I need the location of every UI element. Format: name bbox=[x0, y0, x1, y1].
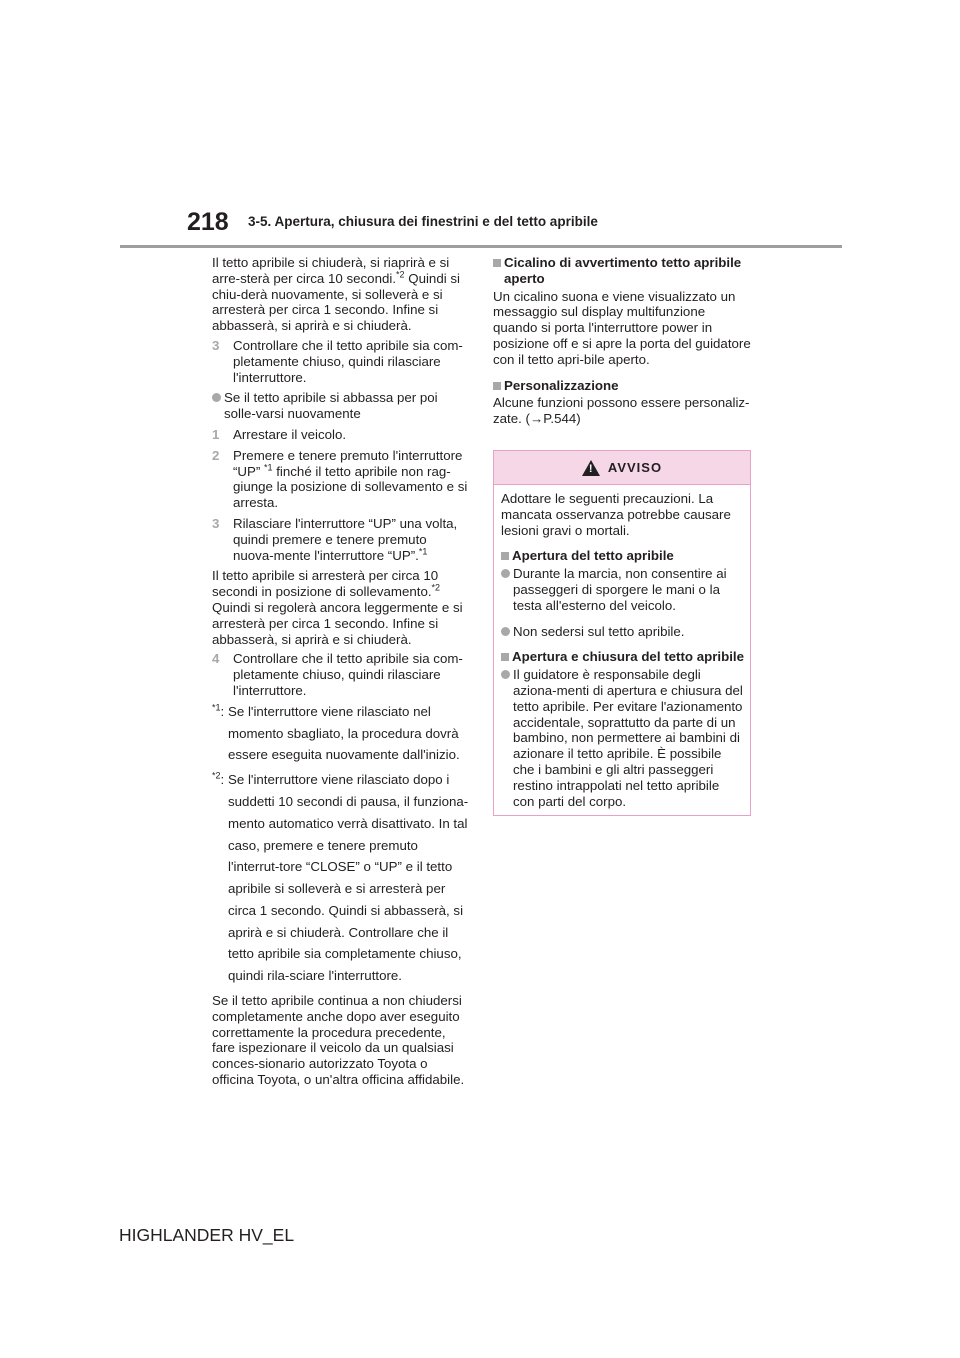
step-number: 1 bbox=[212, 426, 220, 442]
footer-model: HIGHLANDER HV_EL bbox=[119, 1225, 295, 1245]
warning-bullet-3: Il guidatore è responsabile degli aziona-menti di apertura e chiusura del tetto apribile. Per evitare l'azionamento accidentale, soprattutto da parte di un bambino, non permettere ai bambini di azionare il tetto apribile. È possibile che i bambini e gli altri passeggeri restino intrappolati nel tetto apribile con parti del corpo. bbox=[501, 667, 744, 809]
warning-heading-2: Apertura e chiusura del tetto apribile bbox=[501, 649, 744, 665]
footnote-mark: *2 bbox=[212, 770, 221, 781]
footnote-text: Se l'interruttore viene rilasciato dopo i suddetti 10 secondi di pausa, il funziona-mento automatico verrà disattivato. In tal caso, premere e tenere premuto l'interrut-tore “CLOSE” o “UP” e il tetto apribile si solleverà e si arresterà per circa 1 secondo. Quindi si abbasserà, si aprirà e si chiuderà. Controllare che il tetto apribile sia completamente chiuso, quindi rila-sciare l'interruttore. bbox=[228, 772, 469, 984]
customization-paragraph: Alcune funzioni possono essere personaliz-zate. (→P.544) bbox=[493, 395, 750, 427]
warning-heading-1: Apertura del tetto apribile bbox=[501, 548, 744, 564]
warning-label: AVVISO bbox=[607, 460, 663, 475]
step-number: 2 bbox=[212, 447, 220, 463]
bullet-dot-icon bbox=[501, 624, 513, 640]
footnote-2: $^{*2}$: Se l'interruttore viene rilasciato dopo i suddetti 10 secondi di pausa, il funziona-mento automatico verrà disattivato. In tal caso, premere e tenere premuto l'interrut-tore “CLOSE” o “UP” e il tetto apribile si solleverà e si arresterà per circa 1 secondo. Quindi si abbasserà, si aprirà e si chiuderà. Controllare che il tetto apribile sia completamente chiuso, quindi rila-sciare l'interruttore. bbox=[212, 772, 470, 987]
footnote-mark: *1 bbox=[212, 702, 221, 713]
square-bullet-icon bbox=[493, 378, 504, 394]
step-text: Premere e tenere premuto l'interruttore “UP” $^{*1}$ finché il tetto apribile non rag-giunge la posizione di sollevamento e si arresta. bbox=[233, 447, 468, 511]
buzzer-paragraph: Un cicalino suona e viene visualizzato un messaggio sul display multifunzione quando si porta l'interruttore power in posizione off e si apre la porta del guidatore con il tetto apri-bile aperto. bbox=[493, 288, 751, 367]
warning-intro: Adottare le seguenti precauzioni. La mancata osservanza potrebbe causare lesioni gravi o mortali. bbox=[501, 491, 731, 538]
warning-box bbox=[493, 450, 751, 816]
square-bullet-icon bbox=[501, 548, 512, 564]
square-bullet-icon bbox=[501, 649, 512, 665]
bullet-dot-icon bbox=[501, 667, 513, 809]
final-paragraph: Se il tetto apribile continua a non chiudersi completamente anche dopo aver eseguito correttamente la procedura precedente, fare ispezionare il veicolo da un qualsiasi conces-sionario autorizzato Toyota o officina Toyota, o un'altra officina affidabile. bbox=[212, 993, 465, 1088]
step-4 bbox=[212, 651, 470, 698]
right-column bbox=[493, 255, 751, 431]
section-title: 3-5. Apertura, chiusura dei finestrini e del tetto apribile bbox=[248, 214, 598, 229]
bullet-dot-icon bbox=[501, 566, 513, 613]
step-text: Rilasciare l'interruttore “UP” una volta, quindi premere e tenere premuto nuova-mente l'interruttore “UP”.$^{*1}$ bbox=[233, 515, 458, 563]
warning-header bbox=[494, 451, 750, 485]
step-number: 3 bbox=[212, 515, 220, 531]
header-divider bbox=[120, 245, 842, 248]
step-text: Controllare che il tetto apribile sia com-pletamente chiuso, quindi rilasciare l'interruttore. bbox=[233, 337, 463, 385]
bullet-dot-icon bbox=[212, 390, 224, 422]
step-3 bbox=[212, 516, 470, 563]
step-text: Controllare che il tetto apribile sia com-pletamente chiuso, quindi rilasciare l'interruttore. bbox=[233, 651, 463, 698]
page-header bbox=[120, 208, 844, 248]
warning-triangle-icon: ! bbox=[582, 460, 600, 476]
customization-heading: Personalizzazione bbox=[493, 378, 751, 394]
intro-paragraph: Il tetto apribile si chiuderà, si riaprirà e si arre-sterà per circa 10 secondi.$^{*2}$ Quindi si chiu-derà nuovamente, si solleverà e si arresterà per circa 1 secondo. Infine si abbasserà, si aprirà e si chiuderà. bbox=[212, 255, 460, 334]
step-1 bbox=[212, 427, 470, 443]
footnote-text: Se l'interruttore viene rilasciato nel momento sbagliato, la procedura dovrà essere eseguita nuovamente dall'inizio. bbox=[228, 703, 460, 763]
warning-bullet-2: Non sedersi sul tetto apribile. bbox=[501, 624, 744, 640]
buzzer-heading: Cicalino di avvertimento tetto apribile aperto bbox=[493, 255, 751, 287]
square-bullet-icon bbox=[493, 255, 504, 287]
raise-paragraph: Il tetto apribile si arresterà per circa 10 secondi in posizione di sollevamento.$^{*2}$ Quindi si regolerà ancora leggermente e si arresterà per circa 1 secondo. Infine si abbasserà, si aprirà e si chiuderà. bbox=[212, 568, 463, 647]
step-number: 4 bbox=[212, 651, 220, 667]
warning-body bbox=[494, 485, 750, 809]
page-number: 218 bbox=[187, 208, 229, 236]
step-text: Arrestare il veicolo. bbox=[233, 426, 347, 442]
step-number: 3 bbox=[212, 337, 220, 353]
footnote-1: $^{*1}$: Se l'interruttore viene rilasciato nel momento sbagliato, la procedura dovrà essere eseguita nuovamente dall'inizio. bbox=[212, 704, 470, 766]
left-column bbox=[212, 255, 470, 1092]
step-3-release bbox=[212, 338, 470, 385]
warning-bullet-1: Durante la marcia, non consentire ai passeggeri di sporgere le mani o la testa all'esterno del veicolo. bbox=[501, 566, 744, 613]
step-2 bbox=[212, 448, 470, 511]
bullet-heading: Se il tetto apribile si abbassa per poi solle-varsi nuovamente bbox=[212, 390, 470, 422]
